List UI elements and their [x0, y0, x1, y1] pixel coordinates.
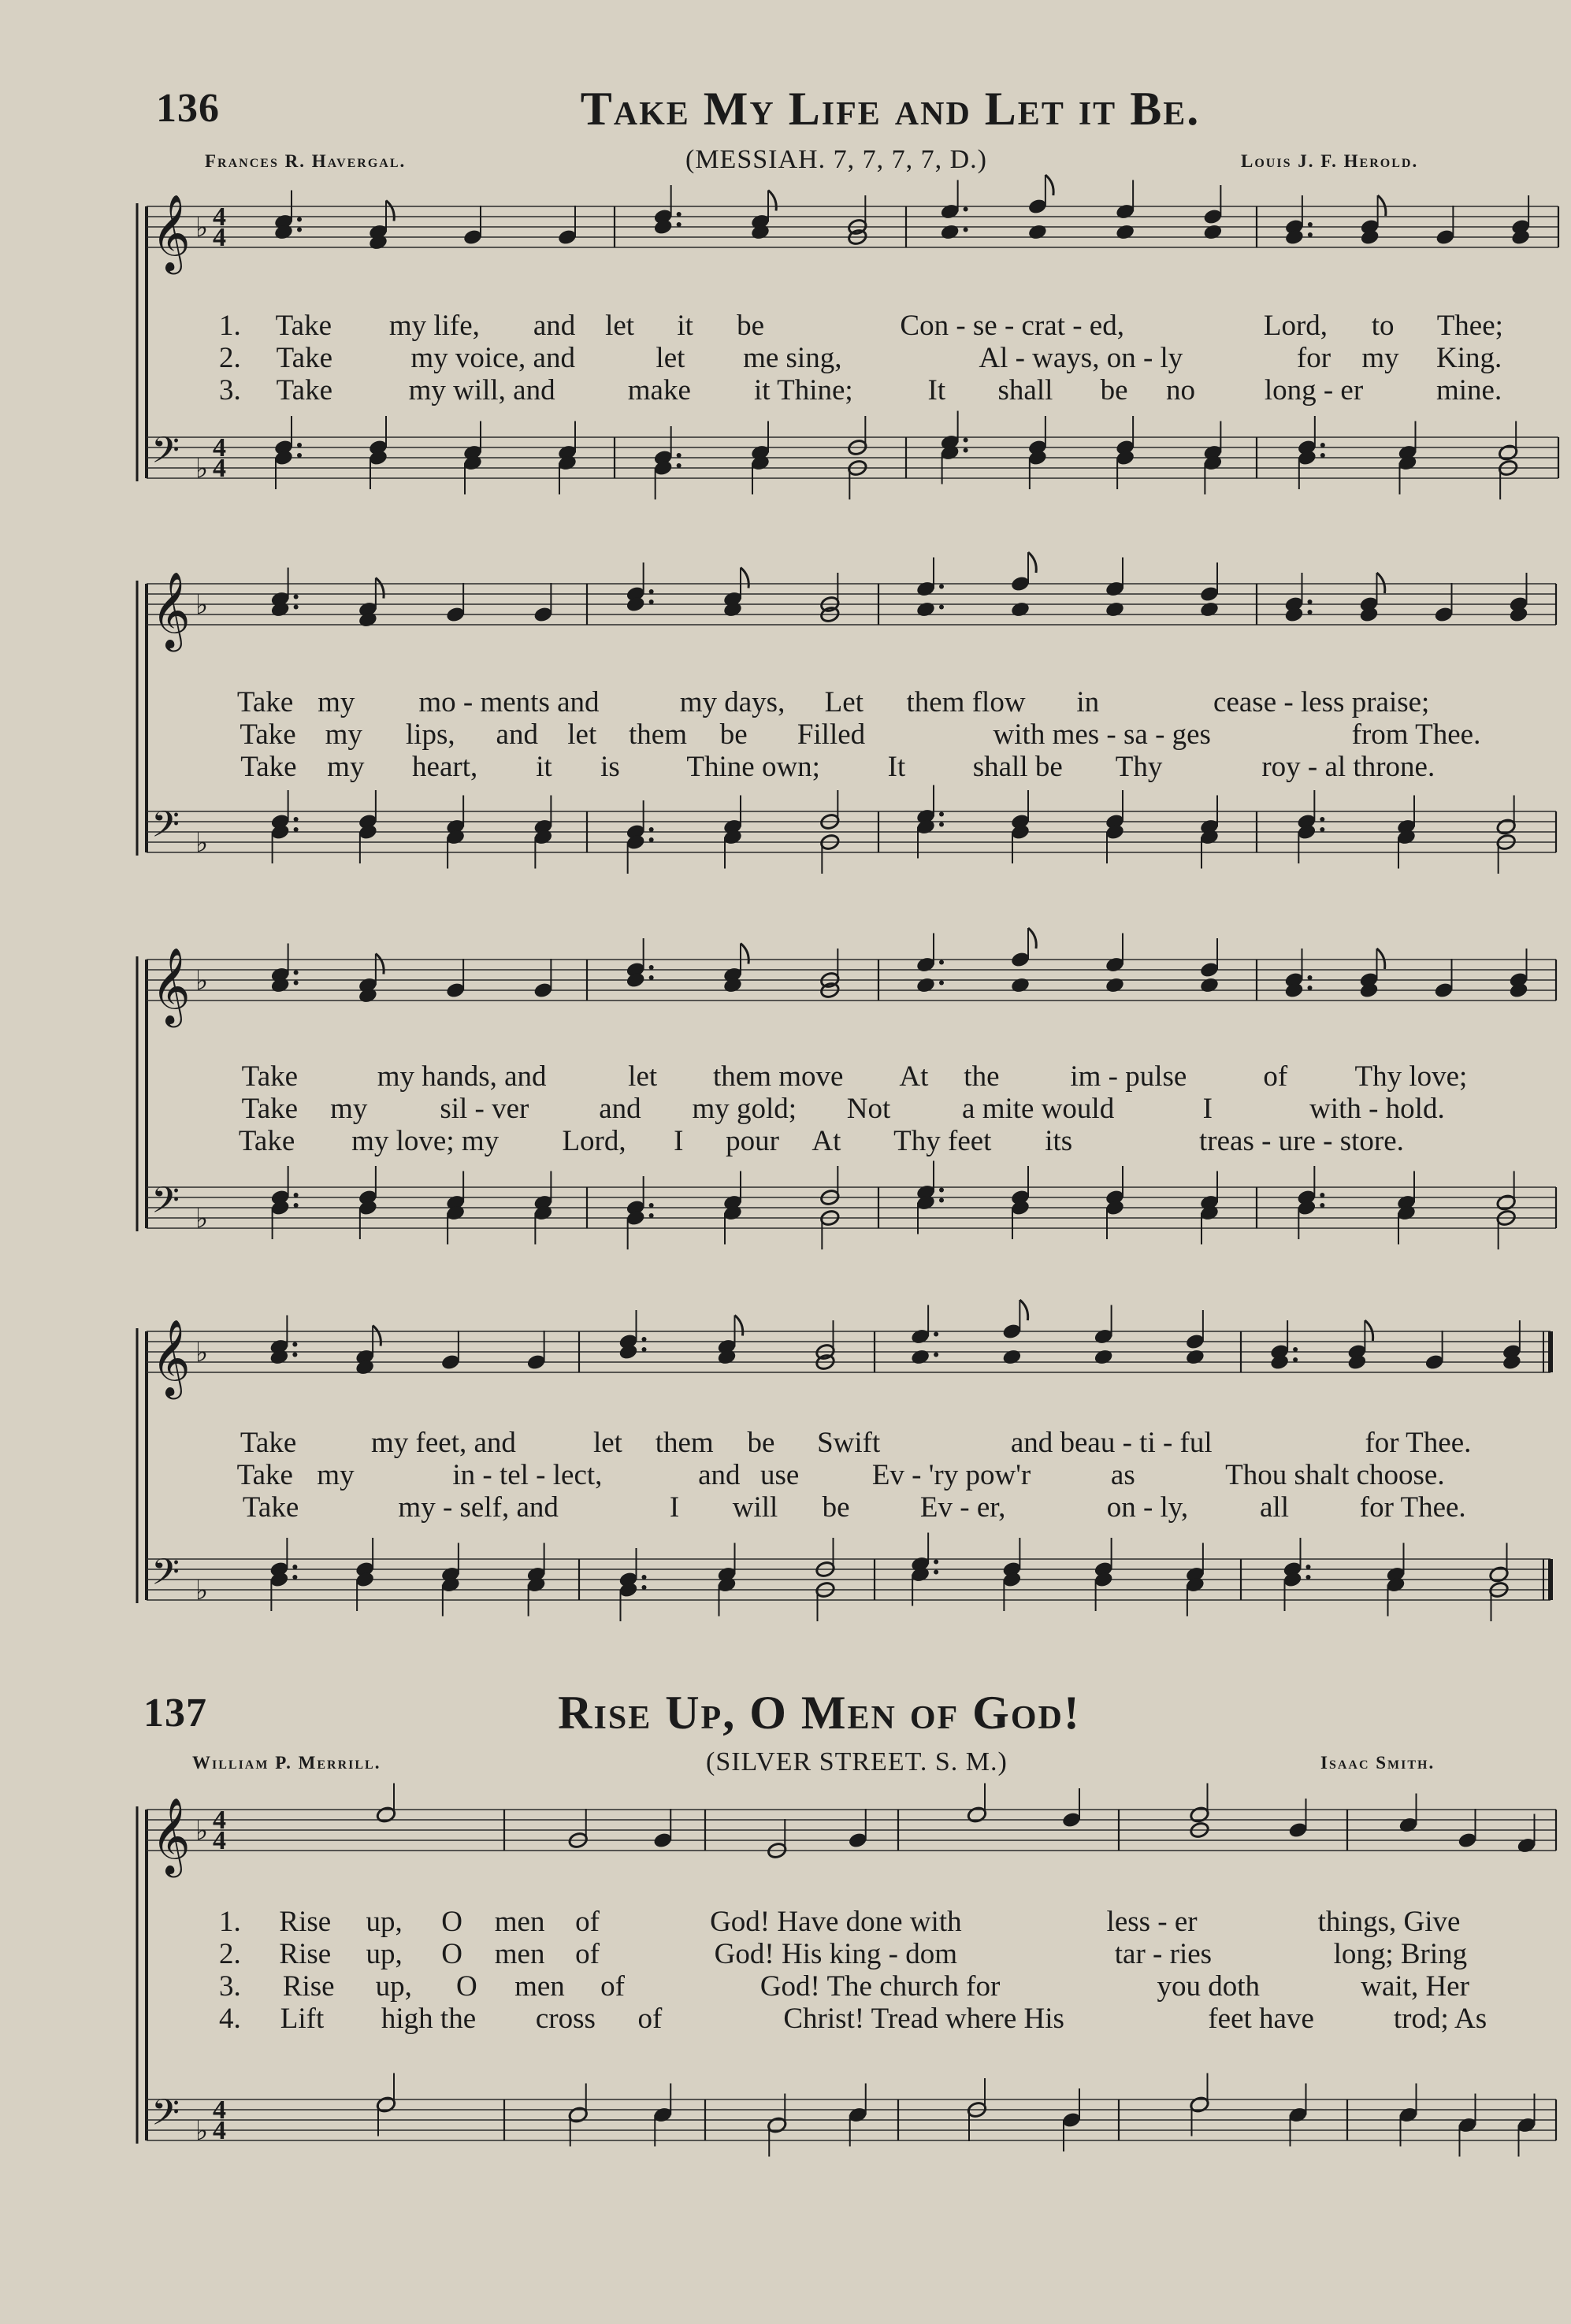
lyric-word: Take [240, 751, 297, 783]
lyric-word: Take [241, 1093, 299, 1125]
augmentation-dot [939, 1198, 944, 1203]
lyric-line [0, 309, 1571, 342]
notehead [1010, 600, 1031, 618]
lyric-word: you doth [1157, 1970, 1261, 2003]
time-signature-bottom: 4 [213, 1826, 226, 1855]
lyric-word: At [899, 1060, 929, 1093]
lyric-word: let [628, 1060, 658, 1093]
lyric-word: God! The church for [760, 1970, 1001, 2003]
note-flag [1019, 1300, 1027, 1320]
augmentation-dot [297, 228, 302, 232]
lyric-word: as [1110, 1459, 1135, 1491]
note-flag [1377, 949, 1385, 969]
augmentation-dot [1308, 222, 1313, 227]
lyric-word: my will, and [408, 374, 555, 407]
augmentation-dot [297, 443, 302, 447]
lyric-word: with - hold. [1309, 1093, 1445, 1125]
lyric-word: my [325, 718, 362, 751]
hymn-136-title: Take My Life and Let it Be. [580, 83, 1201, 135]
lyric-word: pour [726, 1125, 779, 1157]
time-signature-top: 4 [213, 2096, 226, 2125]
lyric-word: them flow [906, 686, 1026, 718]
lyric-word: my [318, 686, 355, 718]
lyric-word: it Thine; [753, 374, 853, 407]
augmentation-dot [677, 222, 682, 227]
augmentation-dot [294, 1203, 299, 1208]
lyric-word: long - er [1264, 374, 1364, 407]
lyric-word: in - tel - lect, [452, 1459, 603, 1491]
notehead [940, 223, 960, 241]
flat-icon: ♭ [195, 1337, 209, 1368]
lyric-word: Ev - er, [919, 1491, 1006, 1524]
augmentation-dot [649, 589, 654, 594]
hymn-137-tune: (SILVER STREET. S. M.) [706, 1747, 1008, 1776]
augmentation-dot [964, 448, 968, 453]
augmentation-dot [934, 1570, 938, 1575]
lyric-word: them [629, 718, 687, 751]
lyric-word: things, Give [1317, 1906, 1461, 1938]
lyric-word: my gold; [692, 1093, 797, 1125]
lyric-word: I [1202, 1093, 1213, 1125]
lyric-word: tar - ries [1114, 1938, 1213, 1970]
lyric-word: Filled [797, 718, 866, 751]
notehead [1105, 600, 1125, 618]
lyric-word: Thy love; [1354, 1060, 1468, 1093]
lyric-word: treas - ure - store. [1199, 1125, 1404, 1157]
augmentation-dot [1306, 1565, 1311, 1569]
note-flag [741, 944, 748, 964]
verse-number: 3. [219, 374, 241, 407]
lyric-word: Con - se - crat - ed, [900, 310, 1124, 342]
augmentation-dot [294, 827, 299, 832]
bass-clef-icon: 𝄢 [151, 804, 180, 855]
hymn-136-number: 136 [156, 86, 220, 131]
lyric-word: Thy [1115, 751, 1163, 783]
flat-icon: ♭ [195, 589, 209, 621]
augmentation-dot [677, 453, 682, 458]
lyric-word: Let [824, 686, 863, 718]
lyric-line [0, 1092, 1571, 1125]
lyric-word: let [656, 342, 685, 374]
augmentation-dot [939, 1188, 944, 1193]
note-flag [1028, 552, 1036, 573]
lyric-word: Take [276, 342, 332, 374]
lyric-word: Take [242, 1491, 299, 1524]
augmentation-dot [1320, 443, 1325, 447]
time-signature-top: 4 [213, 433, 226, 462]
lyric-word: I [669, 1491, 680, 1524]
treble-clef-icon: 𝄞 [151, 571, 191, 648]
lyric-word: them [655, 1427, 714, 1459]
lyric-line [0, 2002, 1571, 2035]
augmentation-dot [649, 837, 654, 842]
verse-number: 2. [219, 1938, 241, 1970]
lyric-word: them move [713, 1060, 844, 1093]
lyric-word: of [600, 1970, 625, 2003]
lyric-word: a mite would [962, 1093, 1115, 1125]
augmentation-dot [642, 1347, 647, 1352]
notehead [1199, 976, 1220, 994]
verse-number: 1. [219, 310, 241, 342]
lyric-word: use [760, 1459, 800, 1491]
augmentation-dot [649, 965, 654, 970]
lyric-word: It [887, 751, 906, 783]
lyric-word: my [317, 1459, 355, 1491]
augmentation-dot [294, 1193, 299, 1197]
lyric-word: less - er [1106, 1906, 1198, 1938]
flat-icon: ♭ [195, 1203, 209, 1234]
notehead [1202, 223, 1223, 241]
lyric-word: Ev - 'ry pow'r [871, 1459, 1031, 1491]
augmentation-dot [1320, 1203, 1324, 1208]
lyric-word: O [441, 1938, 462, 1970]
lyric-word: me sing, [743, 342, 842, 374]
augmentation-dot [1320, 453, 1325, 458]
augmentation-dot [964, 228, 968, 232]
lyric-line [0, 1491, 1571, 1524]
lyric-word: God! His king - dom [714, 1938, 958, 1970]
augmentation-dot [939, 960, 944, 965]
lyric-word: Al - ways, on - ly [979, 342, 1183, 374]
augmentation-dot [1306, 1575, 1311, 1580]
lyric-word: will [732, 1491, 778, 1524]
hymn-136-tune: (MESSIAH. 7, 7, 7, 7, D.) [685, 145, 987, 174]
lyric-word: my life, [388, 310, 480, 342]
lyric-word: Take [236, 1459, 293, 1491]
notehead [1027, 223, 1048, 241]
lyric-line [0, 341, 1571, 374]
lyric-word: my hands, and [377, 1060, 547, 1093]
lyric-word: Thou shalt choose. [1225, 1459, 1445, 1491]
lyric-word: from Thee. [1351, 718, 1481, 751]
lyric-word: heart, [412, 751, 478, 783]
augmentation-dot [1308, 600, 1313, 604]
lyric-word: Take [240, 718, 296, 751]
lyric-word: long; Bring [1333, 1938, 1468, 1970]
augmentation-dot [649, 1213, 654, 1218]
lyric-word: roy - al throne. [1261, 751, 1435, 783]
lyric-word: Thy feet [893, 1125, 992, 1157]
lyric-line [0, 373, 1571, 407]
note-flag [1377, 573, 1385, 593]
augmentation-dot [1293, 1347, 1298, 1352]
lyric-word: sil - ver [440, 1093, 529, 1125]
augmentation-dot [939, 605, 944, 610]
notehead [1115, 223, 1135, 241]
flat-icon: ♭ [195, 212, 209, 243]
verse-number: 2. [219, 342, 241, 374]
augmentation-dot [1320, 1193, 1324, 1197]
lyric-word: Lift [280, 2003, 325, 2035]
notehead [915, 976, 936, 994]
notehead [910, 1348, 930, 1366]
time-signature-bottom: 4 [213, 223, 226, 252]
notehead [1185, 1348, 1205, 1366]
augmentation-dot [677, 463, 682, 468]
lyric-word: my [330, 1093, 368, 1125]
verse-number: 1. [219, 1906, 241, 1938]
lyric-word: let [567, 718, 597, 751]
augmentation-dot [1308, 986, 1313, 990]
note-flag [1378, 195, 1386, 216]
notehead [915, 600, 936, 618]
lyric-word: O [441, 1906, 462, 1938]
lyric-word: Take [238, 1125, 295, 1157]
lyric-word: men [514, 1970, 565, 2003]
note-flag [1045, 175, 1053, 195]
note-flag [768, 191, 776, 211]
flat-icon: ♭ [195, 965, 209, 997]
augmentation-dot [649, 975, 654, 980]
hymn-136-composer: Louis J. F. Herold. [1241, 151, 1419, 171]
augmentation-dot [939, 981, 944, 986]
time-signature-top: 4 [213, 1806, 226, 1835]
lyric-word: it [536, 751, 552, 783]
lyric-word: let [592, 1427, 622, 1459]
augmentation-dot [964, 207, 968, 212]
hymn-137-author: William P. Merrill. [192, 1753, 381, 1773]
lyric-word: of [575, 1938, 600, 1970]
lyric-line [0, 1905, 1571, 1938]
lyric-word: is [600, 751, 620, 783]
lyric-word: Take [236, 686, 294, 718]
lyric-word: Take [240, 1427, 297, 1459]
lyric-line [0, 718, 1571, 751]
lyric-word: be [747, 1427, 775, 1459]
augmentation-dot [649, 1203, 654, 1208]
lyric-line [0, 685, 1571, 718]
bass-clef-icon: 𝄢 [151, 1179, 180, 1231]
lyric-word: all [1260, 1491, 1289, 1524]
lyric-word: up, [366, 1938, 403, 1970]
augmentation-dot [642, 1337, 647, 1342]
augmentation-dot [1293, 1357, 1298, 1362]
lyric-word: Take [276, 374, 332, 407]
lyric-word: mo - ments and [418, 686, 600, 718]
augmentation-dot [294, 817, 299, 822]
augmentation-dot [939, 822, 944, 827]
lyric-word: Rise [282, 1970, 335, 2003]
note-flag [376, 954, 384, 975]
verse-number: 4. [219, 2003, 241, 2035]
augmentation-dot [292, 1575, 297, 1580]
note-flag [373, 1326, 381, 1346]
lyric-word: my love; my [351, 1125, 500, 1157]
notehead [1105, 976, 1125, 994]
augmentation-dot [939, 585, 944, 589]
augmentation-dot [677, 212, 682, 217]
lyric-word: King. [1435, 342, 1502, 374]
augmentation-dot [649, 600, 654, 604]
lyric-word: and [698, 1459, 741, 1491]
lyric-word: trod; As [1393, 2003, 1487, 2035]
lyric-word: its [1045, 1125, 1073, 1157]
bass-clef-icon: 𝄢 [151, 2092, 180, 2143]
augmentation-dot [964, 438, 968, 443]
lyric-word: be [737, 310, 765, 342]
time-signature-bottom: 4 [213, 2116, 226, 2145]
augmentation-dot [934, 1353, 938, 1357]
lyric-word: make [627, 374, 691, 407]
lyric-word: of [637, 2003, 663, 2035]
lyric-word: in [1076, 686, 1100, 718]
note-flag [376, 578, 384, 599]
lyric-word: my feet, and [371, 1427, 516, 1459]
augmentation-dot [294, 971, 299, 975]
augmentation-dot [642, 1575, 647, 1580]
hymn-137-number: 137 [143, 1691, 207, 1736]
lyric-word: be [719, 718, 748, 751]
lyric-word: I [674, 1125, 684, 1157]
note-flag [735, 1316, 743, 1336]
time-signature-bottom: 4 [213, 454, 226, 483]
lyric-word: O [455, 1970, 477, 2003]
flat-icon: ♭ [195, 1815, 209, 1847]
augmentation-dot [1308, 975, 1313, 980]
note-flag [1028, 928, 1036, 949]
verse-number: 3. [219, 1970, 241, 2003]
lyric-line [0, 1458, 1571, 1491]
augmentation-dot [294, 605, 299, 610]
augmentation-dot [1320, 817, 1324, 822]
notehead [1001, 1348, 1022, 1366]
hymn-137-composer: Isaac Smith. [1320, 1753, 1435, 1773]
bass-clef-icon: 𝄢 [151, 429, 180, 481]
note-flag [741, 568, 748, 588]
augmentation-dot [292, 1565, 297, 1569]
lyric-word: my voice, and [410, 342, 575, 374]
lyric-word: Rise [279, 1906, 332, 1938]
augmentation-dot [292, 1353, 297, 1357]
augmentation-dot [934, 1560, 938, 1565]
lyric-word: Take [241, 1060, 299, 1093]
flat-icon: ♭ [195, 2115, 209, 2147]
lyric-word: of [575, 1906, 600, 1938]
lyric-word: of [1263, 1060, 1288, 1093]
flat-icon: ♭ [195, 453, 209, 484]
lyric-word: im - pulse [1070, 1060, 1187, 1093]
lyric-word: and [533, 310, 576, 342]
lyric-line [0, 750, 1571, 783]
lyric-word: Thine own; [686, 751, 820, 783]
lyric-line [0, 1060, 1571, 1093]
lyric-line [0, 1426, 1571, 1459]
lyric-word: lips, [405, 718, 455, 751]
treble-clef-icon: 𝄞 [151, 1319, 191, 1396]
lyric-word: God! Have done with [710, 1906, 962, 1938]
lyric-word: with mes - sa - ges [993, 718, 1211, 751]
augmentation-dot [292, 1342, 297, 1347]
augmentation-dot [297, 453, 302, 458]
lyric-word: cease - less praise; [1213, 686, 1430, 718]
lyric-word: men [494, 1906, 545, 1938]
lyric-word: shall [997, 374, 1053, 407]
lyric-word: my [1361, 342, 1399, 374]
lyric-word: be [1100, 374, 1128, 407]
augmentation-dot [649, 827, 654, 832]
lyric-word: Thee; [1436, 310, 1503, 342]
lyric-word: up, [375, 1970, 412, 2003]
lyric-word: be [822, 1491, 850, 1524]
augmentation-dot [939, 812, 944, 817]
lyric-line [0, 1969, 1571, 2003]
lyric-word: the [964, 1060, 1000, 1093]
lyric-word: and [496, 718, 538, 751]
time-signature-top: 4 [213, 202, 226, 232]
lyric-word: and [599, 1093, 641, 1125]
lyric-word: on - ly, [1106, 1491, 1189, 1524]
lyric-word: and beau - ti - ful [1010, 1427, 1213, 1459]
lyric-word: wait, Her [1361, 1970, 1469, 2003]
lyric-word: for [1296, 342, 1331, 374]
lyric-line [0, 1124, 1571, 1157]
lyric-word: feet have [1208, 2003, 1314, 2035]
hymn-137-title: Rise Up, O Men of God! [558, 1687, 1081, 1739]
lyric-word: Lord, [562, 1125, 626, 1157]
augmentation-dot [934, 1332, 938, 1337]
lyric-word: Christ! Tread where His [783, 2003, 1064, 2035]
lyric-word: Rise [279, 1938, 332, 1970]
augmentation-dot [1308, 232, 1313, 237]
lyric-word: let [605, 310, 635, 342]
augmentation-dot [297, 217, 302, 222]
treble-clef-icon: 𝄞 [151, 947, 191, 1024]
lyric-word: my days, [679, 686, 786, 718]
lyric-word: Take [275, 310, 332, 342]
treble-clef-icon: 𝄞 [151, 194, 191, 271]
lyric-word: for Thee. [1365, 1427, 1472, 1459]
lyric-word: Swift [817, 1427, 881, 1459]
lyric-word: men [494, 1938, 545, 1970]
note-flag [386, 201, 394, 221]
lyric-word: At [811, 1125, 841, 1157]
lyric-word: no [1166, 374, 1196, 407]
bass-clef-icon: 𝄢 [151, 1551, 180, 1602]
lyric-word: for Thee. [1359, 1491, 1466, 1524]
flat-icon: ♭ [195, 1575, 209, 1606]
hymn-136-author: Frances R. Havergal. [205, 151, 407, 171]
notehead [1010, 976, 1031, 994]
lyric-word: cross [535, 2003, 596, 2035]
lyric-word: It [927, 374, 946, 407]
augmentation-dot [294, 595, 299, 600]
lyric-word: Not [846, 1093, 891, 1125]
notehead [1094, 1348, 1114, 1366]
augmentation-dot [1320, 827, 1324, 832]
augmentation-dot [1308, 610, 1313, 614]
note-flag [1365, 1320, 1372, 1341]
lyric-word: my [327, 751, 365, 783]
lyric-word: Lord, [1263, 310, 1328, 342]
lyric-word: to [1371, 310, 1395, 342]
lyric-word: my - self, and [398, 1491, 559, 1524]
augmentation-dot [294, 981, 299, 986]
lyric-word: shall be [972, 751, 1063, 783]
treble-clef-icon: 𝄞 [151, 1797, 191, 1874]
notehead [1199, 600, 1220, 618]
lyric-word: mine. [1435, 374, 1502, 407]
lyric-word: it [677, 310, 693, 342]
flat-icon: ♭ [195, 827, 209, 859]
augmentation-dot [642, 1585, 647, 1590]
lyric-line [0, 1937, 1571, 1970]
lyric-word: up, [366, 1906, 403, 1938]
lyric-word: high the [381, 2003, 477, 2035]
